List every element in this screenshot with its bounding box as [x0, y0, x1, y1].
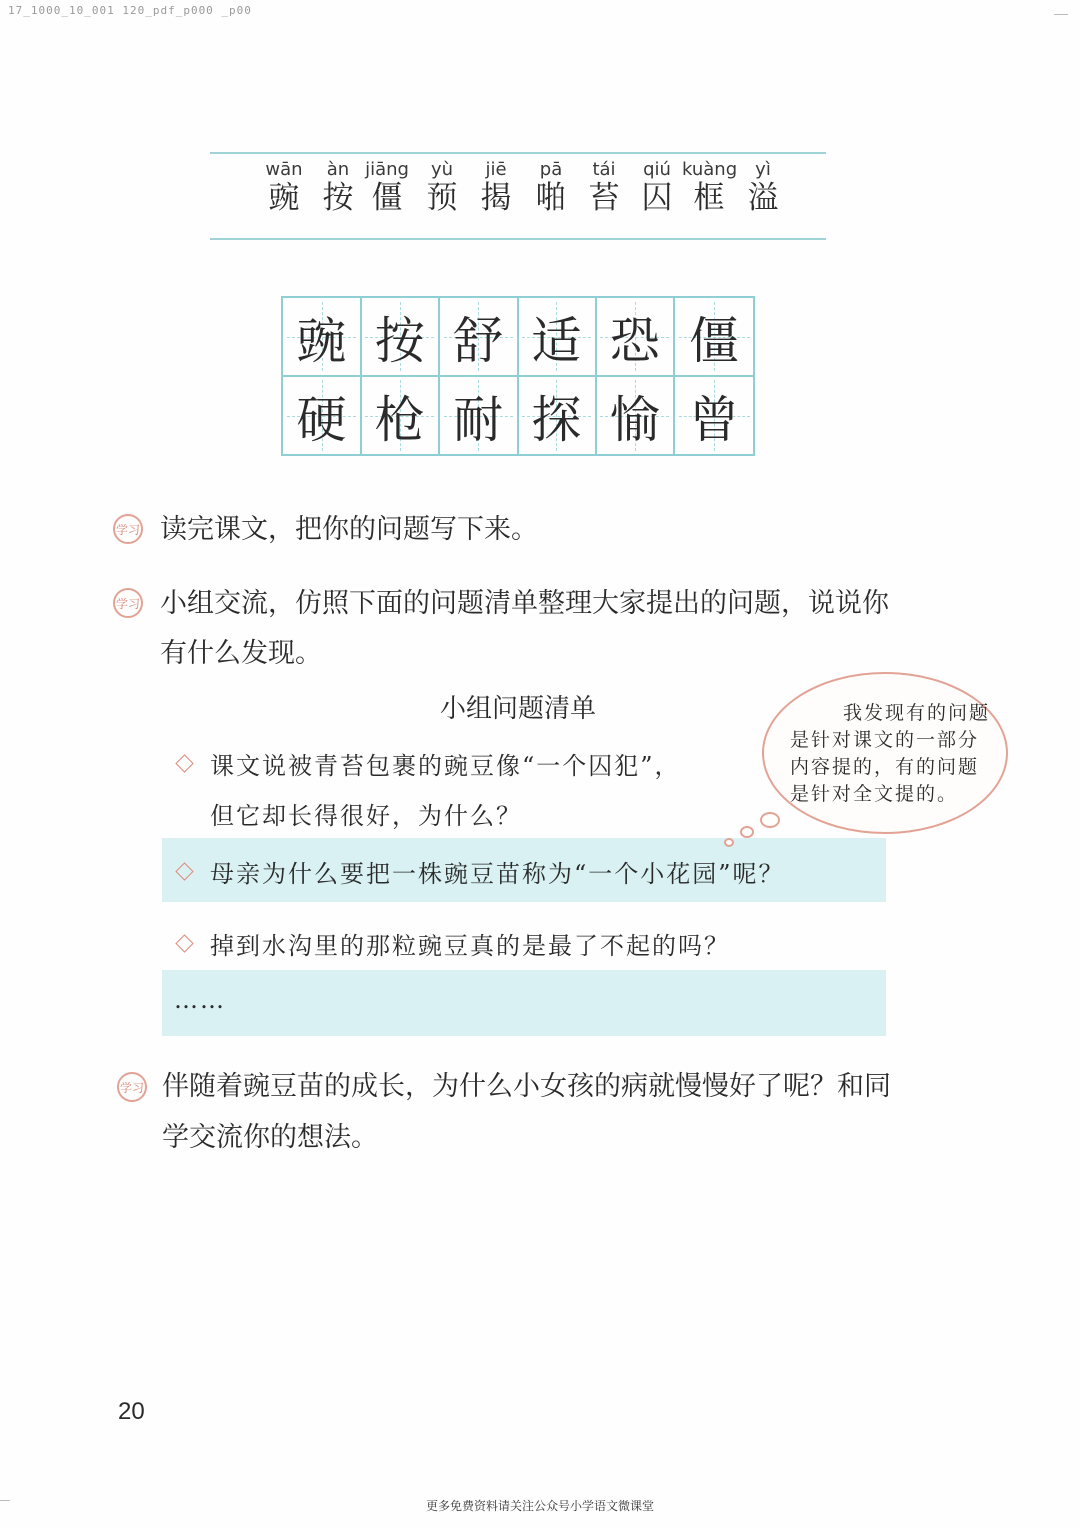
pinyin-char-pair: [736, 160, 790, 216]
hanzi-char: 揭: [480, 180, 512, 216]
grid-char: 枪: [374, 390, 425, 449]
grid-char: 愉: [609, 390, 660, 449]
pinyin-text: tái: [592, 159, 616, 180]
grid-char: 探: [531, 390, 582, 449]
writing-grid: [281, 296, 755, 456]
grid-cell: [361, 298, 440, 377]
pinyin-char-pair: [415, 160, 469, 216]
crop-mark: [1054, 14, 1068, 15]
page-number: 20: [118, 1398, 145, 1425]
task-badge-icon: 学习: [113, 514, 143, 544]
pinyin-char-pair: [360, 160, 414, 216]
grid-char: 耐: [453, 390, 504, 449]
grid-cell: [283, 376, 362, 455]
hanzi-char: 预: [426, 180, 458, 216]
pinyin-top-rule: [210, 152, 826, 154]
task-1-text: 读完课文，把你的问题写下来。: [160, 514, 538, 544]
question-item-highlighted: 母亲为什么要把一株豌豆苗称为“一个小花园”呢？: [162, 838, 886, 902]
grid-char: 按: [374, 311, 425, 370]
pinyin-bottom-rule: [210, 238, 826, 240]
hanzi-char: 囚: [641, 180, 673, 216]
pinyin-char-pair: [311, 160, 365, 216]
grid-cell: [596, 298, 675, 377]
pinyin-text: jiē: [485, 159, 507, 180]
hanzi-char: 豌: [268, 180, 300, 216]
pinyin-text: àn: [326, 159, 350, 180]
pinyin-char-pair: [257, 160, 311, 216]
thought-bubble-dot: [724, 838, 734, 847]
pinyin-text: yù: [430, 159, 454, 180]
hanzi-char: 框: [693, 180, 725, 216]
grid-char: 豌: [296, 311, 347, 370]
grid-char: 硬: [296, 390, 347, 449]
task-2-text-line2: 有什么发现。: [160, 638, 322, 668]
pinyin-text: qiú: [643, 159, 671, 180]
grid-char: 曾: [689, 390, 739, 449]
scan-header-strip: 17_1000_10_001 120_pdf_p000 _p00: [8, 4, 252, 17]
question-item-more: ……: [162, 970, 886, 1036]
grid-cell: [518, 376, 597, 455]
hanzi-char: 僵: [371, 180, 403, 216]
diamond-bullet-icon: [175, 934, 193, 952]
task-badge-icon: 学习: [117, 1072, 147, 1102]
grid-cell: [440, 376, 519, 455]
task-3-text-line2: 学交流你的想法。: [162, 1122, 378, 1152]
pinyin-char-pair: [577, 160, 631, 216]
grid-cell: [283, 298, 362, 377]
pinyin-char-pair: [630, 160, 684, 216]
diamond-bullet-icon: [175, 862, 193, 880]
hanzi-char: 苔: [588, 180, 620, 216]
question-item: 掉到水沟里的那粒豌豆真的是最了不起的吗？: [162, 912, 886, 970]
task-badge-icon: 学习: [113, 588, 143, 618]
grid-char: 僵: [689, 311, 739, 370]
question-list-title: 小组问题清单: [440, 694, 597, 723]
pinyin-char-row: [210, 160, 826, 240]
grid-cell: [361, 376, 440, 455]
task-3-text-line1: 伴随着豌豆苗的成长，为什么小女孩的病就慢慢好了呢？和同: [162, 1071, 891, 1101]
hanzi-char: 按: [322, 180, 354, 216]
thought-bubble-dot: [740, 826, 754, 838]
grid-cell: [675, 376, 754, 455]
pinyin-text: yì: [755, 159, 771, 180]
thought-bubble: 我发现有的问题 是针对课文的一部分 内容提的，有的问题 是针对全文提的。: [762, 672, 1008, 834]
hanzi-char: 溢: [747, 180, 779, 216]
grid-char: 恐: [609, 311, 660, 370]
pinyin-text: kuàng: [682, 159, 738, 180]
grid-char: 适: [531, 311, 582, 370]
diamond-bullet-icon: [175, 754, 193, 772]
question-item: 课文说被青苔包裹的豌豆像“一个囚犯”， 但它却长得很好，为什么？: [162, 740, 886, 830]
grid-cell: [518, 298, 597, 377]
pinyin-char-pair: [682, 160, 736, 216]
grid-cell: [440, 298, 519, 377]
footer-note: 更多免费资料请关注公众号小学语文微课堂: [425, 1499, 654, 1513]
pinyin-text: jiāng: [365, 159, 409, 180]
hanzi-char: 啪: [535, 180, 567, 216]
thought-bubble-dot: [760, 812, 780, 828]
grid-char: 舒: [453, 311, 504, 370]
pinyin-text: pā: [539, 159, 563, 180]
pinyin-text: wān: [265, 159, 303, 180]
grid-cell: [675, 298, 754, 377]
task-2-text-line1: 小组交流，仿照下面的问题清单整理大家提出的问题，说说你: [160, 588, 889, 618]
pinyin-char-pair: [469, 160, 523, 216]
pinyin-char-pair: [524, 160, 578, 216]
grid-cell: [596, 376, 675, 455]
